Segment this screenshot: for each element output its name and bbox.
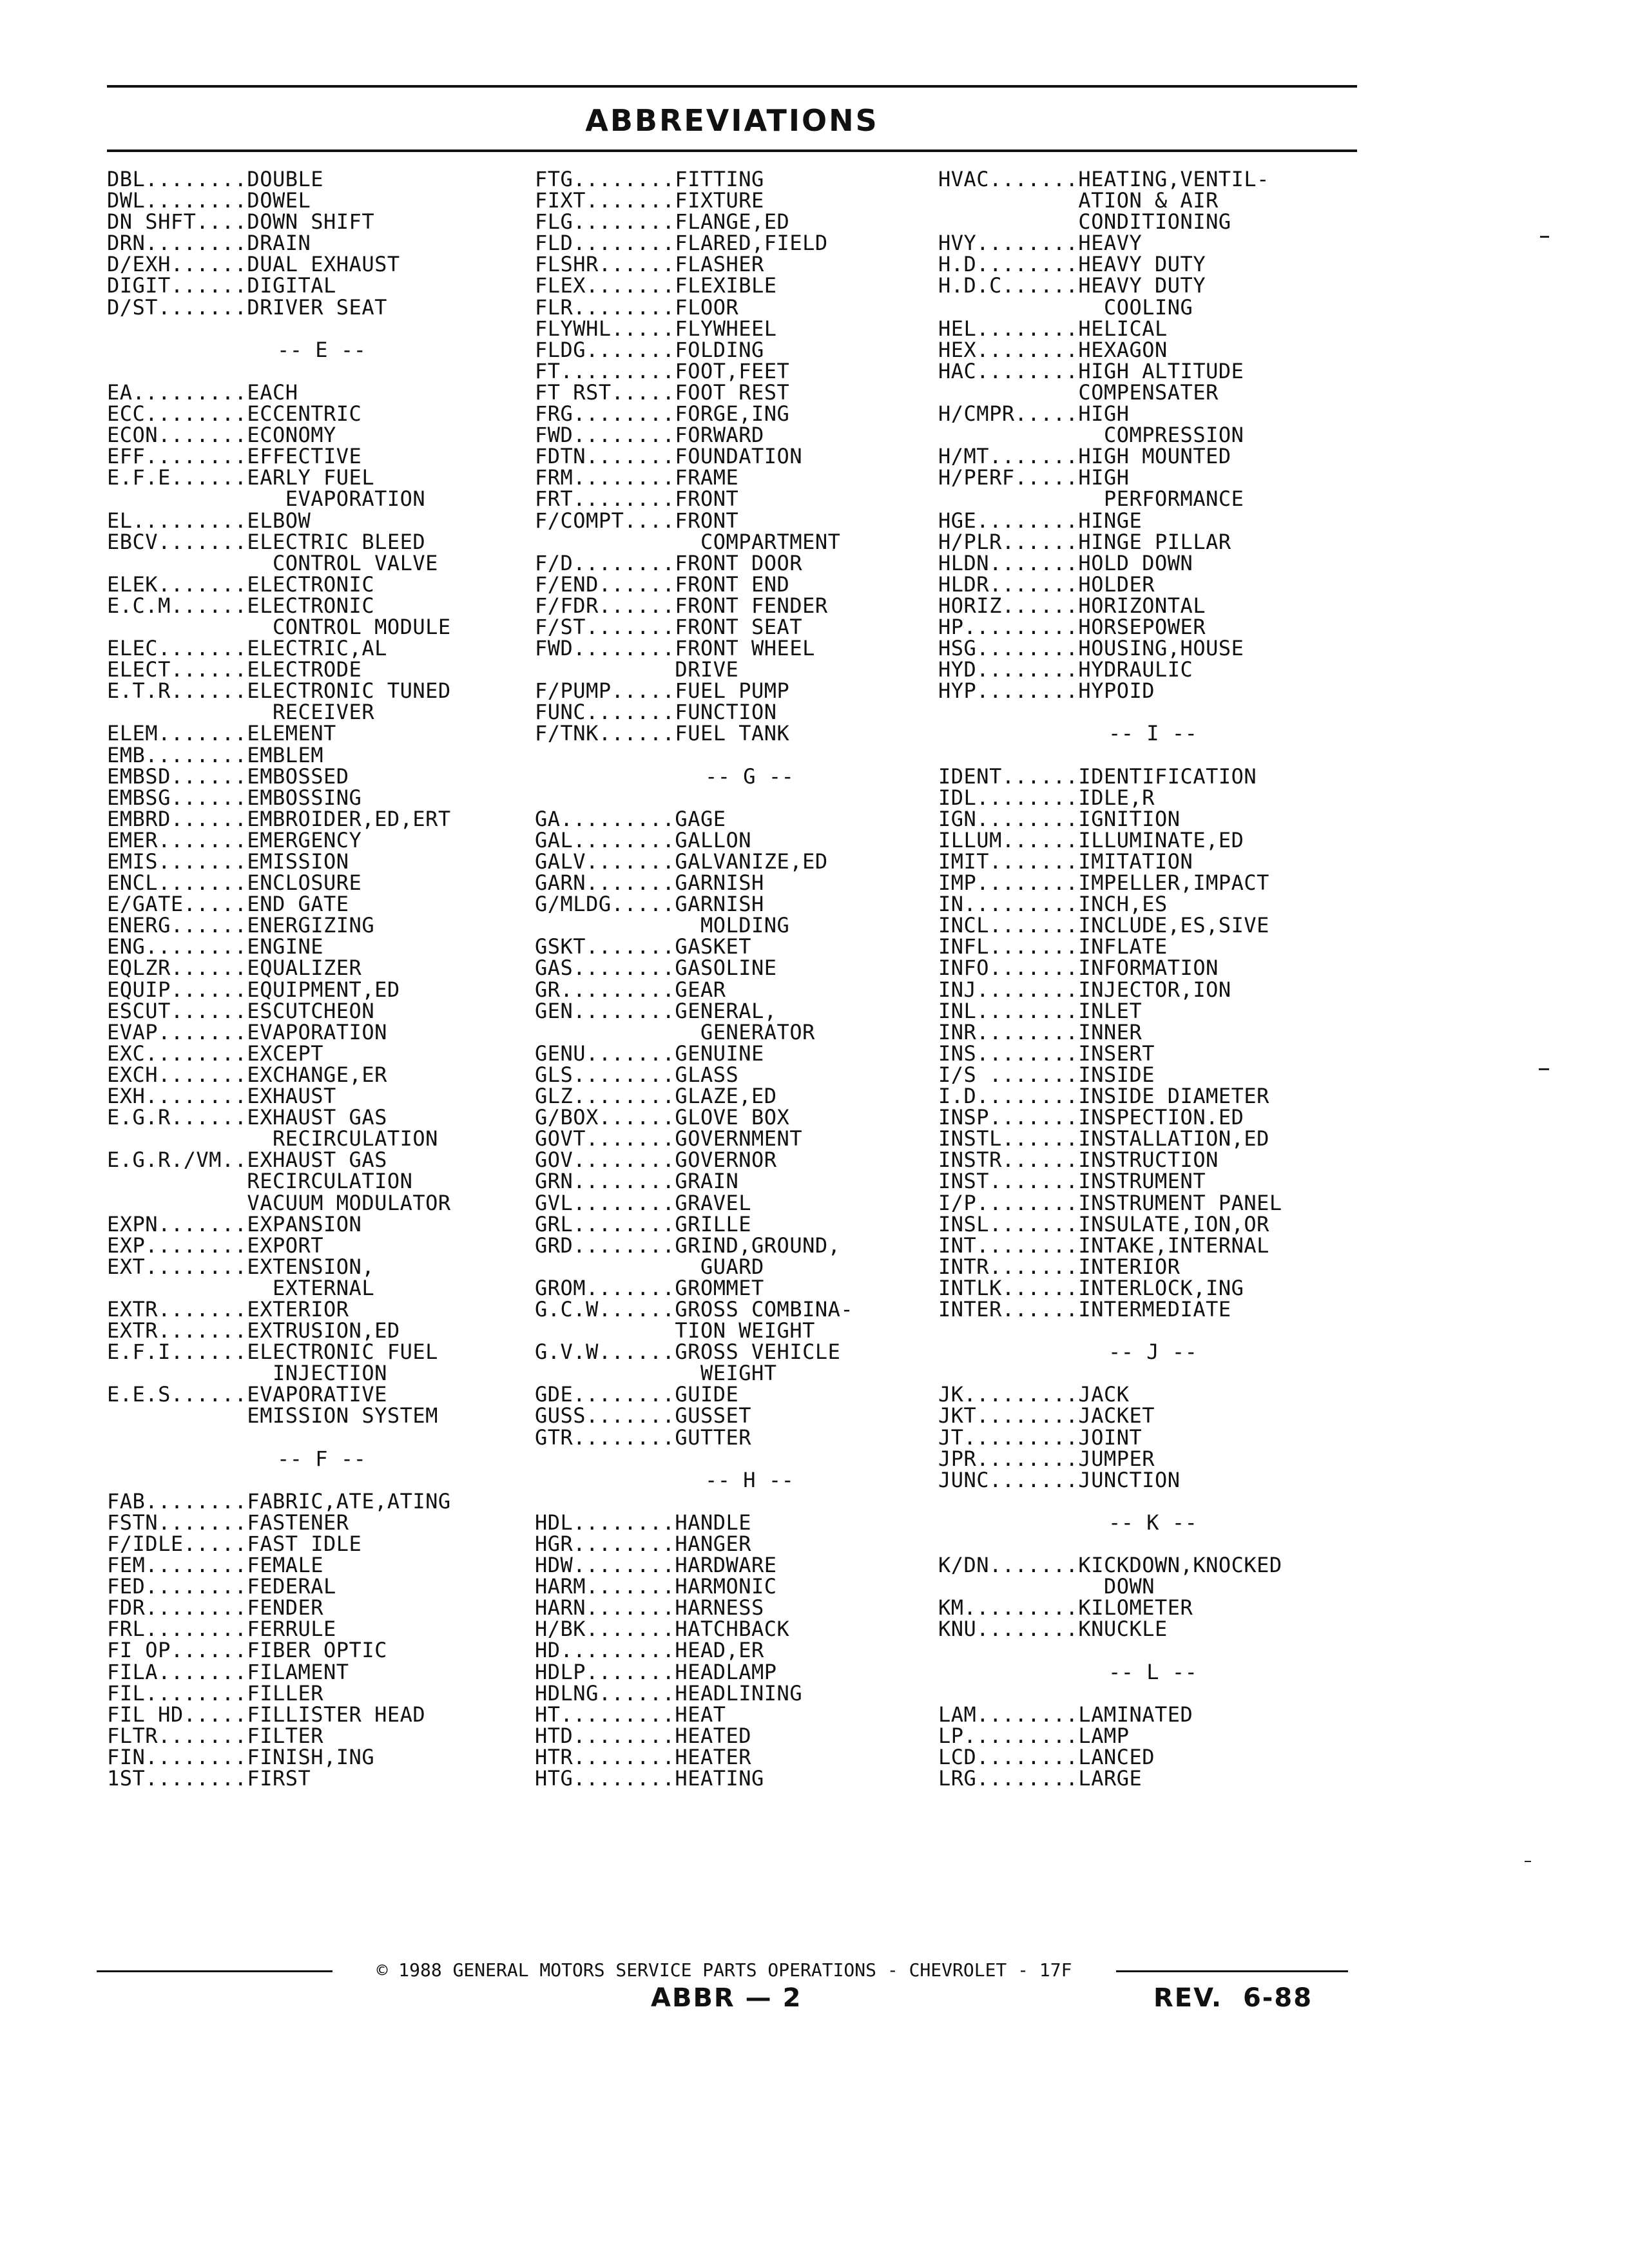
abbreviation-entry: HYD........HYDRAULIC <box>938 657 1193 682</box>
abbreviation-continuation: COMPENSATER <box>938 380 1219 405</box>
abbreviation-entry: HYP........HYPOID <box>938 678 1155 704</box>
abbreviation-entry: HLDR.......HOLDER <box>938 572 1155 597</box>
abbreviation-entry: HDLP.......HEADLAMP <box>535 1659 777 1684</box>
abbreviation-entry: F/COMPT....FRONT <box>535 508 739 533</box>
abbreviation-entry: HEL........HELICAL <box>938 316 1168 341</box>
abbreviation-entry: E.G.R......EXHAUST GAS <box>107 1105 387 1130</box>
abbreviation-entry: H.D........HEAVY DUTY <box>938 252 1206 277</box>
scan-mark <box>1540 236 1549 238</box>
abbreviation-entry: EMBRD......EMBROIDER,ED,ERT <box>107 806 451 831</box>
abbreviation-entry: ELEM.......ELEMENT <box>107 721 336 746</box>
abbreviation-entry: FRG........FORGE,ING <box>535 401 790 427</box>
abbreviation-entry: GSKT.......GASKET <box>535 934 752 959</box>
abbreviation-entry: H/CMPR.....HIGH <box>938 401 1130 427</box>
abbreviation-entry: ELEK.......ELECTRONIC <box>107 572 375 597</box>
abbreviation-entry: EXPN.......EXPANSION <box>107 1211 362 1236</box>
abbreviation-entry: HDLNG......HEADLINING <box>535 1680 803 1706</box>
abbreviation-continuation: RECIRCULATION <box>107 1126 438 1151</box>
section-letter-heading: -- I -- <box>1108 721 1198 746</box>
abbreviation-entry: ENG........ENGINE <box>107 934 324 959</box>
abbreviation-entry: KM.........KILOMETER <box>938 1595 1193 1620</box>
abbreviation-entry: FWD........FRONT WHEEL <box>535 636 815 661</box>
abbreviation-entry: ECC........ECCENTRIC <box>107 401 362 427</box>
abbreviation-entry: FLSHR......FLASHER <box>535 252 764 277</box>
blank-line <box>107 1470 571 1491</box>
abbreviation-entry: IDL........IDLE,R <box>938 785 1155 810</box>
abbreviation-entry: IMIT.......IMITATION <box>938 849 1193 874</box>
abbreviation-entry: INTR.......INTERIOR <box>938 1254 1181 1279</box>
abbreviation-entry: ESCUT......ESCUTCHEON <box>107 998 375 1023</box>
abbreviation-continuation: COMPARTMENT <box>535 529 841 554</box>
abbreviation-entry: INR........INNER <box>938 1019 1142 1044</box>
abbreviation-entry: IGN........IGNITION <box>938 806 1181 831</box>
abbreviation-entry: INL........INLET <box>938 998 1142 1023</box>
abbreviation-entry: FLR........FLOOR <box>535 294 739 320</box>
abbreviation-entry: JK.........JACK <box>938 1382 1130 1407</box>
abbreviation-entry: FED........FEDERAL <box>107 1574 336 1599</box>
blank-line <box>938 1533 1402 1555</box>
abbreviation-continuation: EVAPORATION <box>107 486 426 512</box>
abbreviation-continuation: RECIRCULATION <box>107 1169 413 1194</box>
abbreviation-entry: GRL........GRILLE <box>535 1211 752 1236</box>
abbreviation-entry: HGE........HINGE <box>938 508 1142 533</box>
abbreviation-continuation: COOLING <box>938 294 1193 320</box>
blank-line <box>107 318 571 340</box>
abbreviation-entry: FT RST.....FOOT REST <box>535 380 790 405</box>
abbreviation-entry: G/BOX......GLOVE BOX <box>535 1105 790 1130</box>
abbreviation-entry: FUNC.......FUNCTION <box>535 700 777 725</box>
abbreviation-entry: E.C.M......ELECTRONIC <box>107 593 375 618</box>
abbreviation-entry: INSTL......INSTALLATION,ED <box>938 1126 1269 1151</box>
scan-mark <box>1539 1068 1549 1070</box>
abbreviation-entry: FLTR.......FILTER <box>107 1723 324 1748</box>
abbreviation-entry: DN SHFT....DOWN SHIFT <box>107 209 375 235</box>
page-title: ABBREVIATIONS <box>585 103 879 138</box>
abbreviation-entry: G.V.W......GROSS VEHICLE <box>535 1340 841 1365</box>
abbreviation-entry: FTG........FITTING <box>535 167 764 191</box>
abbreviation-entry: EXTR.......EXTRUSION,ED <box>107 1318 400 1343</box>
abbreviation-entry: F/FDR......FRONT FENDER <box>535 593 828 618</box>
abbreviation-entry: FLD........FLARED,FIELD <box>535 231 828 256</box>
abbreviation-entry: GALV.......GALVANIZE,ED <box>535 849 828 874</box>
abbreviation-entry: EMER.......EMERGENCY <box>107 827 362 852</box>
blank-line <box>938 745 1402 766</box>
abbreviation-entry: LAM........LAMINATED <box>938 1702 1193 1727</box>
abbreviation-entry: HT.........HEAT <box>535 1702 726 1727</box>
abbreviation-entry: FAB........FABRIC,ATE,ATING <box>107 1488 451 1514</box>
abbreviation-entry: 1ST........FIRST <box>107 1766 311 1791</box>
abbreviation-entry: HTD........HEATED <box>535 1723 752 1748</box>
abbreviation-entry: G/MLDG.....GARNISH <box>535 892 764 917</box>
abbreviation-entry: HTR........HEATER <box>535 1744 752 1769</box>
abbreviation-entry: GRD........GRIND,GROUND, <box>535 1233 841 1258</box>
abbreviation-entry: HSG........HOUSING,HOUSE <box>938 636 1244 661</box>
abbreviation-entry: INST.......INSTRUMENT <box>938 1169 1206 1194</box>
abbreviation-entry: FDR........FENDER <box>107 1595 324 1620</box>
blank-line <box>938 1320 1402 1341</box>
section-letter-heading: -- K -- <box>1108 1510 1198 1535</box>
blank-line <box>535 1448 999 1470</box>
abbreviation-entry: HGR........HANGER <box>535 1532 752 1556</box>
abbreviation-entry: D/ST.......DRIVER SEAT <box>107 294 387 320</box>
abbreviation-entry: H/MT.......HIGH MOUNTED <box>938 444 1231 469</box>
abbreviation-entry: FRT........FRONT <box>535 486 739 512</box>
abbreviation-entry: FLG........FLANGE,ED <box>535 209 790 235</box>
abbreviation-continuation: CONTROL MODULE <box>107 614 451 639</box>
abbreviation-entry: E.T.R......ELECTRONIC TUNED <box>107 678 451 704</box>
abbreviation-entry: E/GATE.....END GATE <box>107 892 349 917</box>
abbreviation-entry: ECON.......ECONOMY <box>107 423 336 448</box>
abbreviation-entry: DBL........DOUBLE <box>107 167 324 191</box>
abbreviation-continuation: PERFORMANCE <box>938 486 1244 512</box>
abbreviation-continuation: DRIVE <box>535 657 739 682</box>
abbreviation-entry: EA.........EACH <box>107 380 298 405</box>
abbreviation-entry: EFF........EFFECTIVE <box>107 444 362 469</box>
abbreviation-entry: EL.........ELBOW <box>107 508 311 533</box>
abbreviation-entry: FIXT.......FIXTURE <box>535 188 764 213</box>
abbreviation-entry: ILLUM......ILLUMINATE,ED <box>938 827 1244 852</box>
abbreviation-continuation: RECEIVER <box>107 700 375 725</box>
abbreviation-entry: EXP........EXPORT <box>107 1233 324 1258</box>
abbreviation-entry: E.E.S......EVAPORATIVE <box>107 1382 387 1407</box>
abbreviation-entry: EQUIP......EQUIPMENT,ED <box>107 977 400 1002</box>
abbreviation-entry: GR.........GEAR <box>535 977 726 1002</box>
abbreviation-column-3 <box>938 169 1402 1789</box>
abbreviation-entry: E.F.I......ELECTRONIC FUEL <box>107 1340 438 1365</box>
abbreviation-entry: EMBSD......EMBOSSED <box>107 764 349 789</box>
abbreviation-entry: HTG........HEATING <box>535 1766 764 1791</box>
abbreviation-entry: FT.........FOOT,FEET <box>535 358 790 383</box>
abbreviation-entry: DIGIT......DIGITAL <box>107 273 336 298</box>
abbreviation-entry: FI OP......FIBER OPTIC <box>107 1638 387 1663</box>
abbreviation-entry: HARM.......HARMONIC <box>535 1574 777 1599</box>
footer-rule-left <box>97 1970 333 1972</box>
footer-rule-right <box>1116 1970 1348 1972</box>
footer-copyright: © 1988 GENERAL MOTORS SERVICE PARTS OPERATIONS - CHEVROLET - 17F <box>376 1959 1072 1981</box>
abbreviation-entry: ELECT......ELECTRODE <box>107 657 362 682</box>
abbreviation-entry: INSTR......INSTRUCTION <box>938 1148 1219 1173</box>
abbreviation-entry: GARN.......GARNISH <box>535 870 764 896</box>
abbreviation-entry: EXH........EXHAUST <box>107 1084 336 1109</box>
top-rule <box>107 85 1357 88</box>
blank-line <box>938 1363 1402 1384</box>
footer-revision: REV. 6-88 <box>1153 1983 1313 2013</box>
section-letter-heading: -- H -- <box>705 1467 795 1492</box>
abbreviation-entry: IN.........INCH,ES <box>938 892 1168 917</box>
footer-page-number: ABBR — 2 <box>651 1983 802 2013</box>
abbreviation-entry: FSTN.......FASTENER <box>107 1510 349 1535</box>
abbreviation-entry: FIL HD.....FILLISTER HEAD <box>107 1702 426 1727</box>
abbreviation-entry: EXTR.......EXTERIOR <box>107 1296 349 1321</box>
abbreviation-entry: EMIS.......EMISSION <box>107 849 349 874</box>
abbreviation-entry: GOVT.......GOVERNMENT <box>535 1126 803 1151</box>
abbreviation-entry: HP.........HORSEPOWER <box>938 614 1206 639</box>
abbreviation-entry: HEX........HEXAGON <box>938 337 1168 362</box>
abbreviation-entry: HDW........HARDWARE <box>535 1553 777 1578</box>
abbreviation-entry: FEM........FEMALE <box>107 1553 324 1578</box>
abbreviation-entry: EBCV.......ELECTRIC BLEED <box>107 529 426 554</box>
abbreviation-continuation: CONTROL VALVE <box>107 550 438 575</box>
abbreviation-entry: GENU.......GENUINE <box>535 1041 764 1066</box>
abbreviation-entry: GLS........GLASS <box>535 1062 739 1087</box>
abbreviation-entry: GTR........GUTTER <box>535 1425 752 1450</box>
section-letter-heading: -- F -- <box>277 1446 367 1471</box>
abbreviation-entry: GDE........GUIDE <box>535 1382 739 1407</box>
abbreviation-entry: FIN........FINISH,ING <box>107 1744 375 1769</box>
abbreviation-entry: HDL........HANDLE <box>535 1510 752 1535</box>
abbreviation-continuation: MOLDING <box>535 913 790 938</box>
abbreviation-entry: HAC........HIGH ALTITUDE <box>938 358 1244 383</box>
abbreviation-entry: INJ........INJECTOR,ION <box>938 977 1231 1002</box>
abbreviation-entry: JPR........JUMPER <box>938 1446 1155 1471</box>
abbreviation-entry: HVY........HEAVY <box>938 231 1142 256</box>
blank-line <box>107 361 571 382</box>
abbreviation-entry: INSP.......INSPECTION.ED <box>938 1105 1244 1130</box>
abbreviation-entry: FLEX.......FLEXIBLE <box>535 273 777 298</box>
abbreviation-entry: F/TNK......FUEL TANK <box>535 721 790 746</box>
blank-line <box>535 1491 999 1512</box>
blank-line <box>535 787 999 809</box>
abbreviation-continuation: EMISSION SYSTEM <box>107 1403 438 1428</box>
abbreviation-entry: INTER......INTERMEDIATE <box>938 1296 1231 1321</box>
abbreviation-continuation: COMPRESSION <box>938 423 1244 448</box>
abbreviation-continuation: VACUUM MODULATOR <box>107 1190 451 1215</box>
title-rule <box>107 149 1357 152</box>
abbreviation-entry: EXCH.......EXCHANGE,ER <box>107 1062 387 1087</box>
abbreviation-entry: K/DN.......KICKDOWN,KNOCKED <box>938 1553 1282 1578</box>
abbreviation-entry: E.F.E......EARLY FUEL <box>107 465 375 490</box>
blank-line <box>535 745 999 766</box>
abbreviation-entry: INFO.......INFORMATION <box>938 956 1219 981</box>
abbreviation-entry: H.D.C......HEAVY DUTY <box>938 273 1206 298</box>
abbreviation-entry: H/BK.......HATCHBACK <box>535 1617 790 1642</box>
abbreviation-entry: EXT........EXTENSION, <box>107 1254 375 1279</box>
abbreviation-entry: FRL........FERRULE <box>107 1617 336 1642</box>
abbreviation-entry: HLDN.......HOLD DOWN <box>938 550 1193 575</box>
abbreviation-continuation: ATION & AIR <box>938 188 1219 213</box>
section-letter-heading: -- G -- <box>705 764 795 789</box>
blank-line <box>938 1491 1402 1512</box>
abbreviation-entry: GUSS.......GUSSET <box>535 1403 752 1428</box>
abbreviation-entry: GOV........GOVERNOR <box>535 1148 777 1173</box>
abbreviation-entry: GROM.......GROMMET <box>535 1275 764 1300</box>
abbreviation-column-1 <box>107 169 571 1789</box>
abbreviation-continuation: TION WEIGHT <box>535 1318 815 1343</box>
abbreviation-entry: F/D........FRONT DOOR <box>535 550 803 575</box>
abbreviation-entry: EMBSG......EMBOSSING <box>107 785 362 810</box>
abbreviation-entry: EMB........EMBLEM <box>107 742 324 767</box>
abbreviation-entry: INSL.......INSULATE,ION,OR <box>938 1211 1269 1236</box>
abbreviation-entry: FRM........FRAME <box>535 465 739 490</box>
blank-line <box>938 702 1402 723</box>
abbreviation-entry: EXC........EXCEPT <box>107 1041 324 1066</box>
abbreviation-entry: F/END......FRONT END <box>535 572 790 597</box>
abbreviation-entry: KNU........KNUCKLE <box>938 1617 1168 1642</box>
abbreviation-entry: JUNC.......JUNCTION <box>938 1467 1181 1492</box>
abbreviation-entry: HARN.......HARNESS <box>535 1595 764 1620</box>
blank-line <box>938 1683 1402 1704</box>
abbreviation-entry: H/PLR......HINGE PILLAR <box>938 529 1231 554</box>
abbreviation-entry: IDENT......IDENTIFICATION <box>938 764 1257 789</box>
abbreviation-entry: HD.........HEAD,ER <box>535 1638 764 1663</box>
abbreviation-entry: ENERG......ENERGIZING <box>107 913 375 938</box>
abbreviation-entry: E.G.R./VM..EXHAUST GAS <box>107 1148 387 1173</box>
abbreviation-entry: GAS........GASOLINE <box>535 956 777 981</box>
abbreviation-entry: INFL.......INFLATE <box>938 934 1168 959</box>
abbreviation-entry: FLYWHL.....FLYWHEEL <box>535 316 777 341</box>
abbreviation-entry: FILA.......FILAMENT <box>107 1659 349 1684</box>
abbreviation-entry: GA.........GAGE <box>535 806 726 831</box>
scan-mark <box>1525 1861 1531 1862</box>
abbreviation-entry: EQLZR......EQUALIZER <box>107 956 362 981</box>
abbreviation-entry: LCD........LANCED <box>938 1744 1155 1769</box>
abbreviation-entry: ENCL.......ENCLOSURE <box>107 870 362 896</box>
abbreviation-entry: I/P........INSTRUMENT PANEL <box>938 1190 1282 1215</box>
abbreviation-entry: DWL........DOWEL <box>107 188 311 213</box>
abbreviation-continuation: CONDITIONING <box>938 209 1231 235</box>
abbreviation-entry: LRG........LARGE <box>938 1766 1142 1791</box>
abbreviation-entry: ELEC.......ELECTRIC,AL <box>107 636 387 661</box>
section-letter-heading: -- L -- <box>1108 1659 1198 1684</box>
abbreviation-continuation: EXTERNAL <box>107 1275 375 1300</box>
abbreviation-entry: D/EXH......DUAL EXHAUST <box>107 252 400 277</box>
blank-line <box>938 1640 1402 1661</box>
abbreviation-entry: LP.........LAMP <box>938 1723 1130 1748</box>
abbreviation-entry: GLZ........GLAZE,ED <box>535 1084 777 1109</box>
abbreviation-entry: F/ST.......FRONT SEAT <box>535 614 803 639</box>
abbreviation-entry: INT........INTAKE,INTERNAL <box>938 1233 1269 1258</box>
abbreviation-entry: FIL........FILLER <box>107 1680 324 1706</box>
abbreviation-entry: INS........INSERT <box>938 1041 1155 1066</box>
abbreviation-entry: FLDG.......FOLDING <box>535 337 764 362</box>
abbreviation-entry: G.C.W......GROSS COMBINA- <box>535 1296 854 1321</box>
abbreviation-entry: GEN........GENERAL, <box>535 998 777 1023</box>
abbreviation-entry: DRN........DRAIN <box>107 231 311 256</box>
abbreviation-entry: GRN........GRAIN <box>535 1169 739 1194</box>
abbreviation-entry: F/PUMP.....FUEL PUMP <box>535 678 790 704</box>
abbreviation-entry: IMP........IMPELLER,IMPACT <box>938 870 1269 896</box>
blank-line <box>107 1427 571 1448</box>
abbreviation-entry: HVAC.......HEATING,VENTIL- <box>938 167 1269 191</box>
abbreviation-entry: F/IDLE.....FAST IDLE <box>107 1532 362 1556</box>
abbreviation-entry: JT.........JOINT <box>938 1425 1142 1450</box>
abbreviation-continuation: GUARD <box>535 1254 764 1279</box>
abbreviation-continuation: WEIGHT <box>535 1361 777 1386</box>
abbreviation-entry: I/S .......INSIDE <box>938 1062 1155 1087</box>
abbreviation-entry: EVAP.......EVAPORATION <box>107 1019 387 1044</box>
abbreviation-column-2 <box>535 169 999 1789</box>
abbreviation-continuation: DOWN <box>938 1574 1155 1599</box>
abbreviation-entry: I.D........INSIDE DIAMETER <box>938 1084 1269 1109</box>
abbreviation-entry: INTLK......INTERLOCK,ING <box>938 1275 1244 1300</box>
section-letter-heading: -- E -- <box>277 337 367 362</box>
abbreviation-entry: HORIZ......HORIZONTAL <box>938 593 1206 618</box>
abbreviation-entry: H/PERF.....HIGH <box>938 465 1130 490</box>
abbreviation-continuation: GENERATOR <box>535 1019 815 1044</box>
abbreviation-entry: GVL........GRAVEL <box>535 1190 752 1215</box>
abbreviation-entry: INCL.......INCLUDE,ES,SIVE <box>938 913 1269 938</box>
abbreviation-entry: GAL........GALLON <box>535 827 752 852</box>
abbreviation-entry: FDTN.......FOUNDATION <box>535 444 803 469</box>
abbreviation-entry: JKT........JACKET <box>938 1403 1155 1428</box>
abbreviation-entry: FWD........FORWARD <box>535 423 764 448</box>
abbreviation-continuation: INJECTION <box>107 1361 387 1386</box>
section-letter-heading: -- J -- <box>1108 1340 1198 1365</box>
